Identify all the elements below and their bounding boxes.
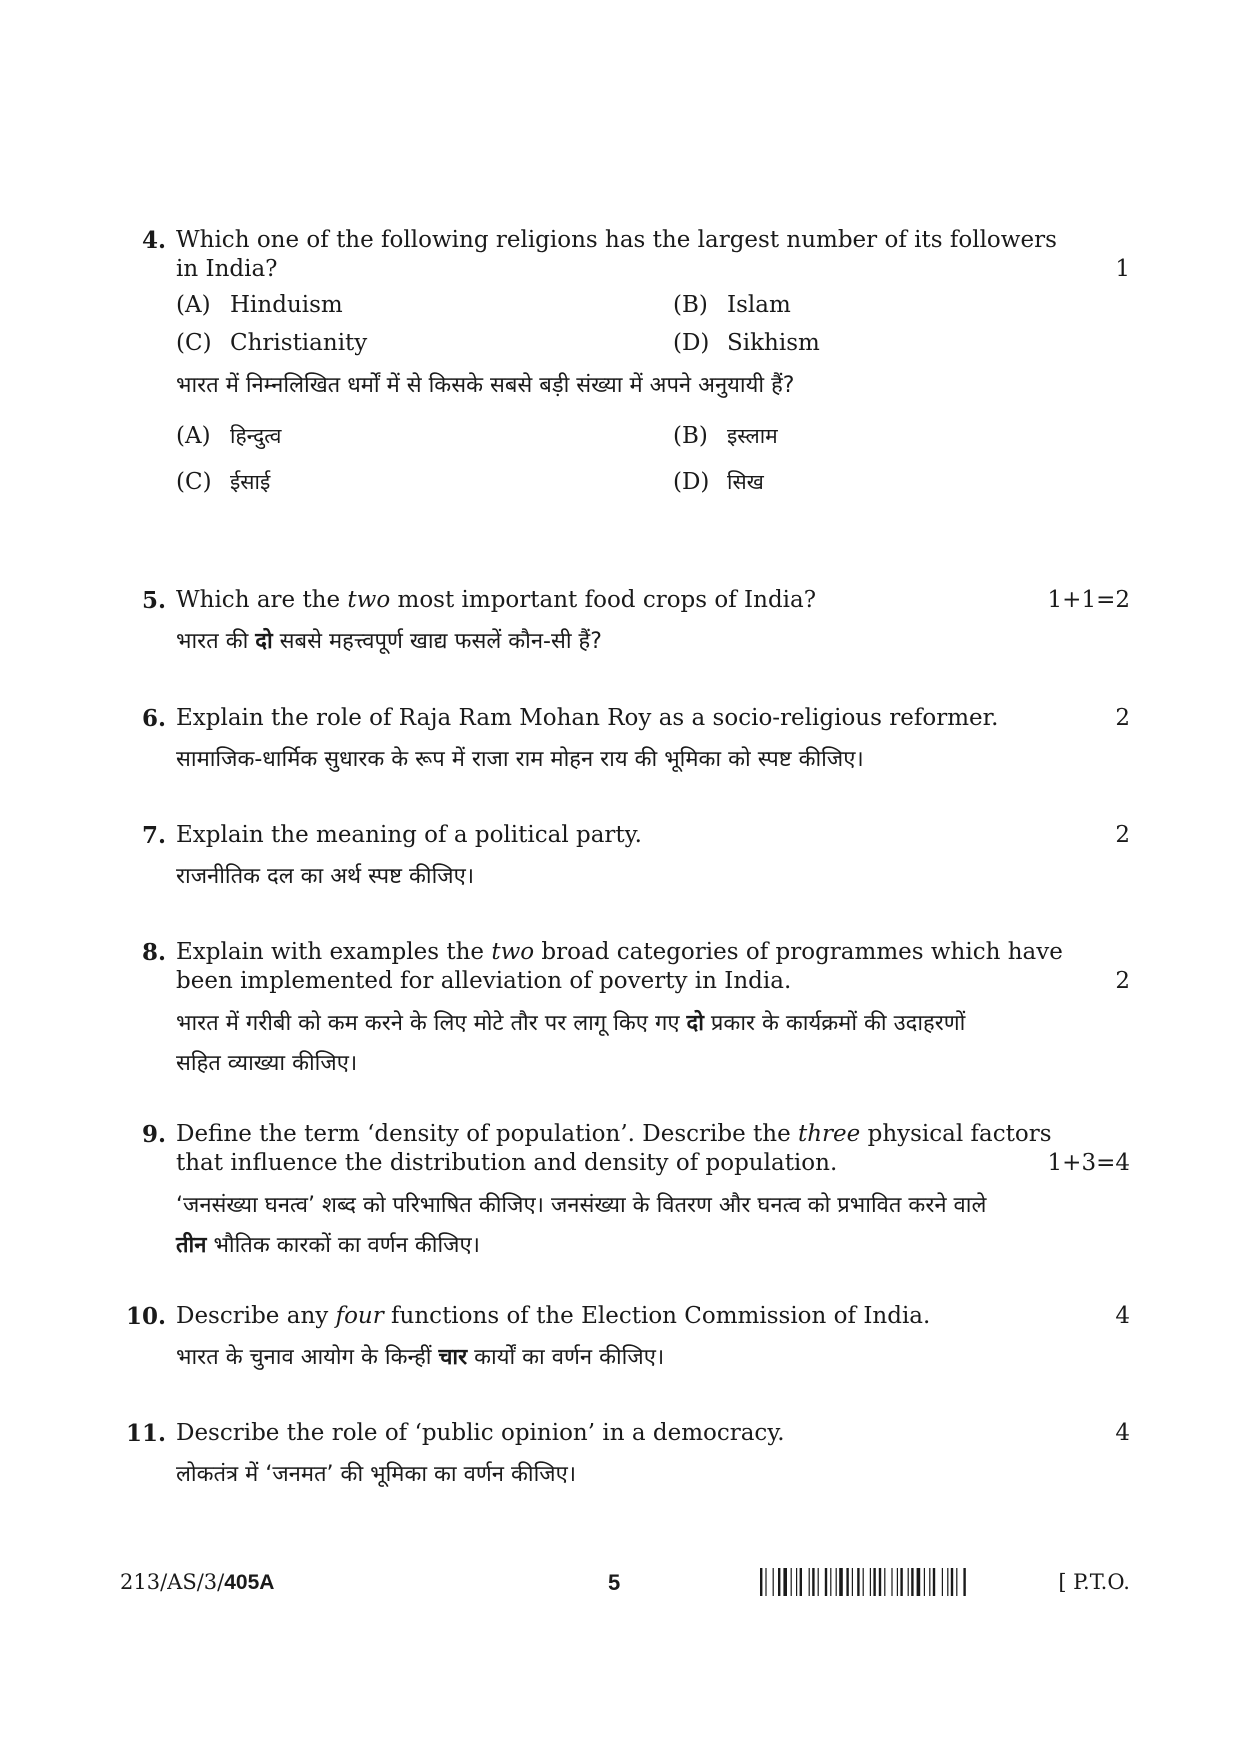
option-a (176, 291, 343, 320)
question-number: 6. (141, 705, 166, 732)
question-text (176, 1120, 1082, 1178)
option-text: हिन्दुत्व (230, 424, 282, 448)
question-7 (120, 821, 1130, 911)
marks: 2 (1115, 822, 1130, 848)
question-text-hindi (176, 1004, 1096, 1084)
question-text-emphasis: two (491, 939, 535, 965)
question-6 (120, 704, 1130, 794)
option-b (673, 291, 791, 320)
hindi-text-part: सबसे महत्त्वपूर्ण खाद्य फसलें कौन-सी हैं? (272, 629, 602, 654)
page-number: 5 (608, 1570, 621, 1595)
option-text: सिख (727, 470, 764, 494)
barcode-image (760, 1568, 1024, 1596)
question-text-part: Describe any (176, 1303, 336, 1329)
option-b-hindi (673, 422, 778, 451)
question-text-part: broad categories of programmes which have (534, 939, 1063, 965)
question-5 (120, 586, 1130, 676)
question-text-part: most important food crops of India? (390, 587, 817, 613)
question-text-part: Define the term ‘density of population’. Describe the (176, 1121, 798, 1147)
question-text-part: Explain with examples the (176, 939, 492, 965)
question-text-line: in India? (176, 256, 278, 282)
question-text-line: that influence the distribution and density of population. (176, 1150, 838, 1176)
question-text-hindi: राजनीतिक दल का अर्थ स्पष्ट कीजिए। (176, 864, 475, 889)
option-d (673, 329, 820, 358)
paper-code-prefix: 213/AS/3/ (120, 1570, 225, 1594)
option-text: ईसाई (230, 470, 271, 494)
question-text: Describe the role of ‘public opinion’ in a democracy. (176, 1420, 785, 1446)
question-text-hindi (176, 1338, 1096, 1378)
question-text: Explain the meaning of a political party. (176, 822, 642, 848)
paper-code-bold: 405A (224, 1571, 275, 1594)
question-text-part: functions of the Election Commission of India. (383, 1303, 931, 1329)
hindi-text-part: कार्यों का वर्णन कीजिए। (467, 1345, 665, 1370)
question-text-hindi (176, 622, 1096, 662)
marks: 1+3=4 (1047, 1150, 1130, 1176)
question-text-part: physical factors (860, 1121, 1052, 1147)
hindi-text-bold: तीन (176, 1233, 207, 1258)
option-c (176, 329, 367, 358)
option-label: (D) (673, 469, 710, 495)
option-d-hindi (673, 468, 764, 497)
question-text-line (176, 938, 1082, 967)
question-text-hindi (176, 1186, 1096, 1266)
question-number: 8. (141, 939, 166, 966)
hindi-text-line (176, 1226, 1096, 1266)
hindi-text-part: भारत में गरीबी को कम करने के लिए मोटे तौर पर लागू किए गए (176, 1011, 687, 1036)
option-text: Sikhism (727, 330, 820, 356)
option-text: Hinduism (230, 292, 343, 318)
question-4 (120, 226, 1130, 506)
marks: 4 (1115, 1303, 1130, 1329)
hindi-text-bold: दो (255, 629, 273, 654)
option-c-hindi (176, 468, 270, 497)
question-text-emphasis: three (798, 1121, 861, 1147)
hindi-text-part: प्रकार के कार्यक्रमों की उदाहरणों (703, 1011, 966, 1036)
marks: 2 (1115, 968, 1130, 994)
marks: 1+1=2 (1047, 587, 1130, 613)
page-footer (120, 1570, 1130, 1600)
question-number: 5. (141, 587, 166, 614)
hindi-text-line (176, 1004, 1096, 1044)
hindi-text-bold: दो (686, 1011, 704, 1036)
option-text: Christianity (230, 330, 368, 356)
question-text-part: Which are the (176, 587, 348, 613)
question-text-emphasis: four (335, 1303, 384, 1329)
question-number: 11. (125, 1420, 166, 1447)
question-8 (120, 938, 1130, 1088)
marks: 1 (1115, 256, 1130, 282)
option-label: (A) (176, 292, 211, 318)
question-text-line: been implemented for alleviation of poverty in India. (176, 968, 792, 994)
option-label: (D) (673, 330, 710, 356)
paper-code (120, 1570, 274, 1595)
question-text: Explain the role of Raja Ram Mohan Roy as a socio-religious reformer. (176, 705, 999, 731)
option-text: इस्लाम (727, 424, 778, 448)
question-number: 7. (141, 822, 166, 849)
pto-label: [ P.T.O. (1058, 1570, 1130, 1594)
question-text (176, 226, 1082, 284)
option-label: (B) (673, 292, 708, 318)
option-label: (C) (176, 469, 212, 495)
question-text-hindi: भारत में निम्नलिखित धर्मों में से किसके सबसे बड़ी संख्या में अपने अनुयायी हैं? (176, 373, 795, 398)
marks: 2 (1115, 705, 1130, 731)
marks: 4 (1115, 1420, 1130, 1446)
option-label: (B) (673, 423, 708, 449)
question-text-line (176, 1120, 1082, 1149)
question-9 (120, 1120, 1130, 1270)
hindi-text-part: भारत की (176, 629, 256, 654)
question-number: 4. (141, 227, 166, 254)
question-text-line: Which one of the following religions has the largest number of its followers (176, 227, 1057, 253)
option-a-hindi (176, 422, 281, 451)
question-text-emphasis: two (347, 587, 391, 613)
question-10 (120, 1302, 1130, 1392)
question-number: 10. (125, 1303, 166, 1330)
hindi-text-part: भौतिक कारकों का वर्णन कीजिए। (206, 1233, 480, 1258)
question-text (176, 1302, 1082, 1331)
question-text-hindi: सामाजिक-धार्मिक सुधारक के रूप में राजा राम मोहन राय की भूमिका को स्पष्ट कीजिए। (176, 747, 864, 772)
option-label: (C) (176, 330, 212, 356)
option-label: (A) (176, 423, 211, 449)
question-11 (120, 1419, 1130, 1509)
question-text-hindi: लोकतंत्र में ‘जनमत’ की भूमिका का वर्णन कीजिए। (176, 1462, 577, 1487)
option-text: Islam (727, 292, 791, 318)
question-number: 9. (141, 1121, 166, 1148)
hindi-text-bold: चार (438, 1345, 468, 1370)
hindi-text-part: भारत के चुनाव आयोग के किन्हीं (176, 1345, 439, 1370)
question-text (176, 586, 1082, 615)
question-text (176, 938, 1082, 996)
hindi-text-line: ‘जनसंख्या घनत्व’ शब्द को परिभाषित कीजिए। जनसंख्या के वितरण और घनत्व को प्रभावित करने वाले (176, 1193, 987, 1218)
hindi-text-line: सहित व्याख्या कीजिए। (176, 1051, 358, 1076)
